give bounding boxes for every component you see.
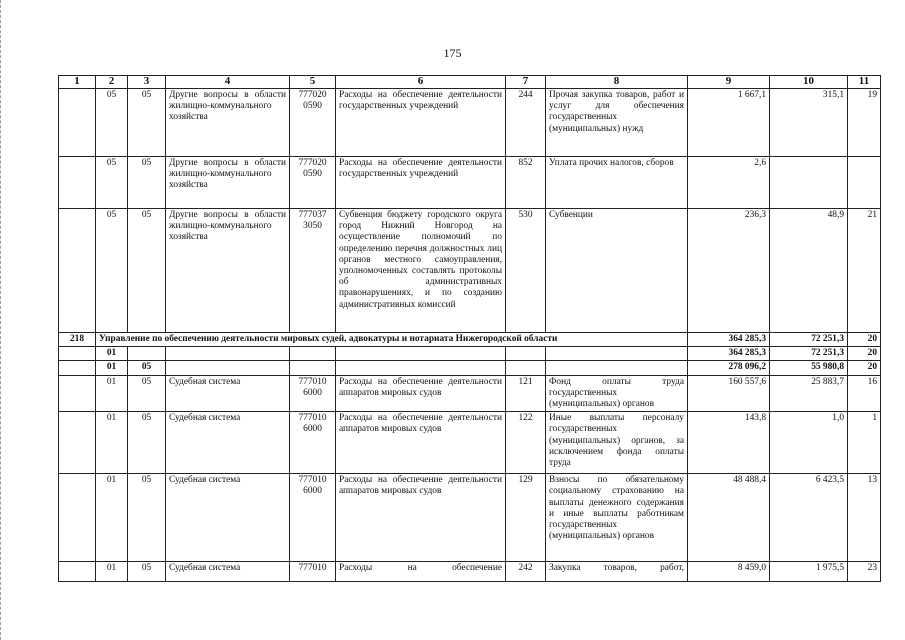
cell-expense-type: 122 bbox=[506, 412, 546, 474]
cell-plan: 236,3 bbox=[688, 209, 770, 333]
cell-subsection-name: Судебная система bbox=[166, 562, 290, 582]
col-header: 6 bbox=[336, 76, 506, 89]
cell-percent: 16 bbox=[848, 375, 881, 412]
subtotal-plan: 278 096,2 bbox=[688, 361, 770, 375]
cell-expense-name: Взносы по обязательному социальному страхованию на выплаты денежного содержания и иные выплаты работникам государственных (муниципальных) органов bbox=[546, 474, 688, 562]
cell-percent: 23 bbox=[848, 562, 881, 582]
cell-subsection: 05 bbox=[128, 412, 166, 474]
cell-target-name: Расходы на обеспечение деятельности государственных учреждений bbox=[336, 89, 506, 157]
cell-section: 01 bbox=[96, 375, 128, 412]
cell-percent: 19 bbox=[848, 89, 881, 157]
col-header: 7 bbox=[506, 76, 546, 89]
col-header: 10 bbox=[770, 76, 848, 89]
scan-edge-marks bbox=[0, 0, 5, 640]
cell-expense-type: 242 bbox=[506, 562, 546, 582]
cell-subsection: 05 bbox=[128, 375, 166, 412]
cell-target-article: 777037 3050 bbox=[290, 209, 336, 333]
cell-target-article: 777010 6000 bbox=[290, 474, 336, 562]
cell-target-name: Расходы на обеспечение деятельности аппаратов мировых судов bbox=[336, 412, 506, 474]
cell-target-article: 777010 6000 bbox=[290, 412, 336, 474]
cell-section: 01 bbox=[96, 562, 128, 582]
cell-subsection: 05 bbox=[128, 562, 166, 582]
page-number: 175 bbox=[443, 46, 462, 60]
subtotal-row bbox=[59, 361, 881, 375]
col-header: 2 bbox=[96, 76, 128, 89]
cell-subsection-name: Судебная система bbox=[166, 474, 290, 562]
col-header: 8 bbox=[546, 76, 688, 89]
cell-target-name: Субвенция бюджету городского округа город Нижний Новгород на осуществление полномочий по определению перечня должностных лиц органов местного самоуправления, уполномоченных составлять протоколы об административных правонарушениях, и по созданию административных комиссий bbox=[336, 209, 506, 333]
cell-expense-name: Прочая закупка товаров, работ и услуг для обеспечения государственных (муниципальных) нужд bbox=[546, 89, 688, 157]
cell-subsection-name: Другие вопросы в области жилищно-коммунального хозяйства bbox=[166, 89, 290, 157]
cell-actual: 1,0 bbox=[770, 412, 848, 474]
col-header: 3 bbox=[128, 76, 166, 89]
cell-expense-name: Уплата прочих налогов, сборов bbox=[546, 157, 688, 209]
cell-target-name: Расходы на обеспечение деятельности аппаратов мировых судов bbox=[336, 474, 506, 562]
cell-target-article: 777020 0590 bbox=[290, 157, 336, 209]
cell-percent: 1 bbox=[848, 412, 881, 474]
cell-actual: 1 975,5 bbox=[770, 562, 848, 582]
subtotal-percent: 20 bbox=[848, 361, 881, 375]
table-row bbox=[59, 157, 881, 209]
cell-subsection: 05 bbox=[128, 474, 166, 562]
subtotal-section: 01 bbox=[96, 347, 128, 361]
cell-expense-name: Иные выплаты персоналу государственных (муниципальных) органов, за исключением фонда оплаты труда bbox=[546, 412, 688, 474]
cell-expense-type: 244 bbox=[506, 89, 546, 157]
col-header: 11 bbox=[848, 76, 881, 89]
cell-section: 05 bbox=[96, 157, 128, 209]
section-title: Управление по обеспечению деятельности мировых судей, адвокатуры и нотариата Нижегородской области bbox=[96, 333, 688, 347]
cell-actual: 315,1 bbox=[770, 89, 848, 157]
cell-section: 05 bbox=[96, 209, 128, 333]
col-header: 5 bbox=[290, 76, 336, 89]
cell-expense-type: 530 bbox=[506, 209, 546, 333]
budget-table bbox=[58, 75, 881, 582]
col-header: 9 bbox=[688, 76, 770, 89]
cell-expense-name: Субвенции bbox=[546, 209, 688, 333]
cell-code bbox=[59, 89, 96, 157]
cell-subsection: 05 bbox=[128, 89, 166, 157]
cell-expense-type: 129 bbox=[506, 474, 546, 562]
col-header: 4 bbox=[166, 76, 290, 89]
cell-target-article: 777010 bbox=[290, 562, 336, 582]
cell-plan: 1 667,1 bbox=[688, 89, 770, 157]
cell-section: 01 bbox=[96, 474, 128, 562]
cell-actual: 25 883,7 bbox=[770, 375, 848, 412]
cell-section: 05 bbox=[96, 89, 128, 157]
cell-target-name: Расходы на обеспечение деятельности государственных учреждений bbox=[336, 157, 506, 209]
cell-target-name: Расходы на обеспечение деятельности аппаратов мировых судов bbox=[336, 375, 506, 412]
table-row bbox=[59, 89, 881, 157]
table-row bbox=[59, 412, 881, 474]
cell-subsection-name: Другие вопросы в области жилищно-коммунального хозяйства bbox=[166, 157, 290, 209]
cell-expense-name: Закупка товаров, работ, bbox=[546, 562, 688, 582]
section-code: 218 bbox=[59, 333, 96, 347]
cell-plan: 160 557,6 bbox=[688, 375, 770, 412]
cell-code bbox=[59, 157, 96, 209]
subtotal-percent: 20 bbox=[848, 347, 881, 361]
cell-percent bbox=[848, 157, 881, 209]
section-actual: 72 251,3 bbox=[770, 333, 848, 347]
cell-actual bbox=[770, 157, 848, 209]
subtotal-actual: 55 980,8 bbox=[770, 361, 848, 375]
cell-code bbox=[59, 209, 96, 333]
subtotal-subsection: 05 bbox=[128, 361, 166, 375]
cell-target-article: 777020 0590 bbox=[290, 89, 336, 157]
cell-expense-type: 852 bbox=[506, 157, 546, 209]
cell-subsection-name: Другие вопросы в области жилищно-коммунального хозяйства bbox=[166, 209, 290, 333]
cell-actual: 48,9 bbox=[770, 209, 848, 333]
header-row bbox=[59, 76, 881, 89]
cell-subsection: 05 bbox=[128, 209, 166, 333]
table-row bbox=[59, 474, 881, 562]
table-row bbox=[59, 209, 881, 333]
col-header: 1 bbox=[59, 76, 96, 89]
subtotal-plan: 364 285,3 bbox=[688, 347, 770, 361]
cell-section: 01 bbox=[96, 412, 128, 474]
cell-plan: 48 488,4 bbox=[688, 474, 770, 562]
cell-percent: 21 bbox=[848, 209, 881, 333]
cell-plan: 8 459,0 bbox=[688, 562, 770, 582]
section-row bbox=[59, 333, 881, 347]
table-row bbox=[59, 375, 881, 412]
subtotal-section: 01 bbox=[96, 361, 128, 375]
subtotal-actual: 72 251,3 bbox=[770, 347, 848, 361]
cell-plan: 2,6 bbox=[688, 157, 770, 209]
section-plan: 364 285,3 bbox=[688, 333, 770, 347]
cell-target-name: Расходы на обеспечение bbox=[336, 562, 506, 582]
cell-percent: 13 bbox=[848, 474, 881, 562]
subtotal-row bbox=[59, 347, 881, 361]
cell-subsection-name: Судебная система bbox=[166, 412, 290, 474]
cell-actual: 6 423,5 bbox=[770, 474, 848, 562]
cell-subsection-name: Судебная система bbox=[166, 375, 290, 412]
table-row bbox=[59, 562, 881, 582]
cell-subsection: 05 bbox=[128, 157, 166, 209]
cell-target-article: 777010 6000 bbox=[290, 375, 336, 412]
cell-expense-name: Фонд оплаты труда государственных (муниципальных) органов bbox=[546, 375, 688, 412]
cell-plan: 143,8 bbox=[688, 412, 770, 474]
section-percent: 20 bbox=[848, 333, 881, 347]
cell-expense-type: 121 bbox=[506, 375, 546, 412]
